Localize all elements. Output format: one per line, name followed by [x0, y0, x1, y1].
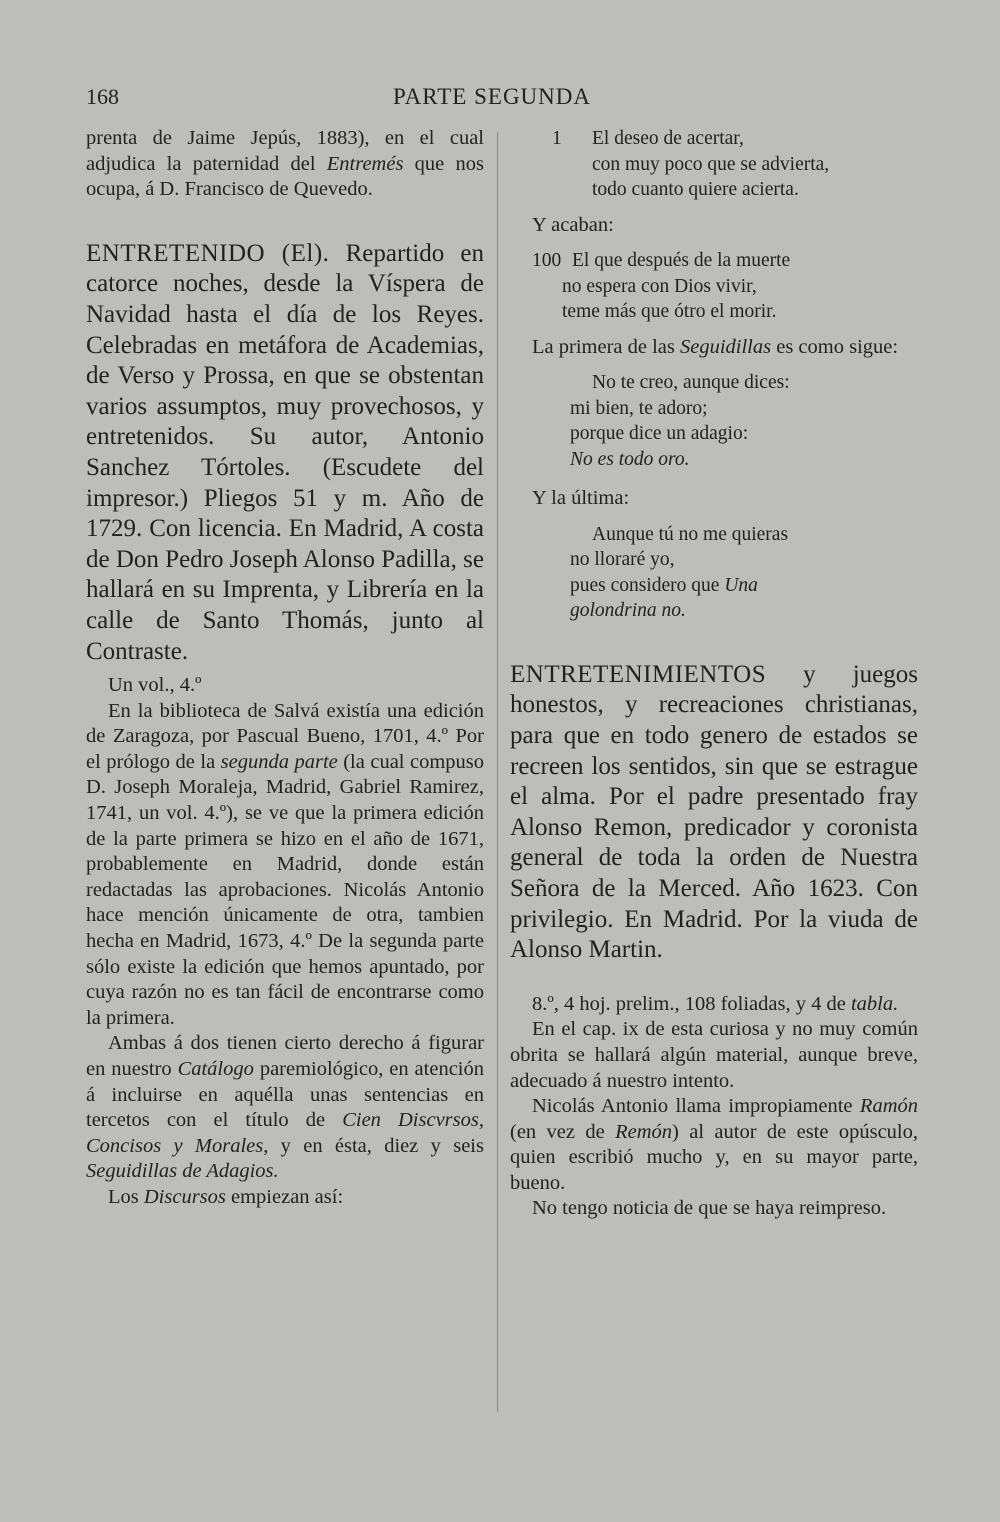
intro-italic: Entremés — [326, 152, 404, 175]
seguidilla-first — [570, 370, 918, 472]
page-number: 168 — [86, 84, 119, 109]
intro-text-2: que nos ocupa, á D. Francisco de Quevedo. — [86, 152, 484, 201]
note-paragraph-3 — [86, 1185, 484, 1211]
page-header — [86, 84, 986, 118]
note3-italic: Discursos — [143, 1185, 226, 1208]
entry-headword: ENTRETENIMIENTOS — [510, 660, 767, 688]
verse-line: no lloraré yo, — [570, 549, 675, 571]
running-head: PARTE SEGUNDA — [393, 84, 591, 109]
verse-discursos-last — [532, 248, 918, 325]
verse-line: pues considero que — [570, 574, 725, 596]
note3-text-b: empiezan así: — [225, 1185, 344, 1208]
note3-text-a: Los — [108, 1185, 144, 1208]
left-column — [86, 126, 484, 1211]
verse-number: 100 — [532, 250, 562, 272]
note2-text-b: paremiológico, en atención á incluirse en aquélla unas sentencias en tercetos con el título de — [86, 1058, 484, 1132]
ramon-italic-1: Ramón — [859, 1095, 918, 1118]
entry-entretenido — [86, 239, 484, 667]
seguidillas-intro — [510, 335, 918, 361]
note2-italic-1: Catálogo — [177, 1058, 254, 1080]
format-note — [510, 992, 918, 1018]
seguidilla-last — [570, 522, 918, 624]
note-paragraph-2 — [86, 1031, 484, 1185]
intro-paragraph — [86, 126, 484, 203]
verse-line: porque dice un adagio: — [570, 423, 749, 445]
verse-italic: Una — [724, 574, 758, 596]
ramon-text-a: Nicolás Antonio llama impropiamente — [532, 1095, 860, 1118]
ramon-italic-2: Remón — [615, 1120, 673, 1143]
note-paragraph-ramon — [510, 1094, 918, 1196]
verse-line: mi bien, te adoro; — [570, 397, 708, 419]
volume-note: Un vol., 4.º — [108, 674, 202, 697]
note1-italic: segunda parte — [220, 750, 338, 773]
verse-line: No es todo oro. — [570, 448, 690, 470]
note2-italic-2: Cien Discvrsos, Concisos y Morales — [86, 1109, 484, 1157]
verse-number: 1 — [552, 128, 562, 149]
format-italic: tabla. — [850, 992, 899, 1015]
y-la-ultima: Y la última: — [532, 487, 630, 510]
entry-body: Repartido en catorce noches, desde la Víspera de Navidad hasta el día de los Reyes. Celebradas en metáfora de Academias, de Verso y Prossa, en que se obstentan varios assumptos, muy provechosos, y entretenidos. Su autor, Antonio Sanchez Tórtoles. (Escudete del impresor.) Pliegos 51 y m. Año de 1729. Con licencia. En Madrid, A costa de Don Pedro Joseph Alonso Padilla, se hallará en su Imprenta, y Librería en la calle de Santo Thomás, junto al Contraste. — [86, 239, 484, 665]
verse-line: No te creo, aunque dices: — [592, 372, 790, 394]
note-paragraph-1 — [86, 699, 484, 1032]
verse-line: no espera con Dios vivir, — [562, 275, 757, 297]
note-paragraph-reprint: No tengo noticia de que se haya reimpreso. — [532, 1197, 887, 1220]
note2-text-a: Ambas á dos tienen cierto derecho á figurar en nuestro — [86, 1032, 484, 1080]
note2-text-c: , y en ésta, diez y seis — [263, 1134, 484, 1157]
seg-text-b: es como sigue: — [771, 335, 899, 358]
verse-line: teme más que ótro el morir. — [562, 301, 777, 323]
note1-text-b: (la cual compuso D. Joseph Moraleja, Madrid, Gabriel Ramirez, 1741, un vol. 4.º), se ve que la primera edición de la parte primera se hizo en el año de 1671, probablemente en Madrid, donde están redactadas las aprobaciones. Nicolás Antonio hace mención únicamente de otra, tambien hecha en Madrid, 1673, 4.º De la segunda parte sólo existe la edición que hemos apuntado, por cuya razón no es tan fácil de encontrarse como la primera. — [86, 750, 484, 1029]
note2-italic-3: Seguidillas de Adagios. — [86, 1160, 279, 1183]
verse-discursos-first — [552, 126, 918, 203]
right-column — [510, 126, 918, 1222]
intro-text-1: prenta de Jaime Jepús, 1883), en el cual adjudica la paternidad del — [86, 127, 484, 175]
ramon-text-b: (en vez de — [510, 1120, 616, 1143]
verse-line: El deseo de acertar, — [592, 128, 744, 149]
verse-line: todo cuanto quiere acierta. — [592, 179, 799, 200]
format-text: 8.º, 4 hoj. prelim., 108 foliadas, y 4 de — [532, 992, 851, 1015]
seg-text-a: La primera de las — [532, 335, 680, 358]
entry-headword: ENTRETENIDO (El). — [86, 239, 330, 267]
entry-body: y juegos honestos, y recreaciones christianas, para que en todo genero de estados se recreen los sentidos, sin que se estrague el alma. Por el padre presentado fray Alonso Remon, predicador y coronista general de toda la orden de Nuestra Señora de la Merced. Año 1623. Con privilegio. En Madrid. Por la viuda de Alonso Martin. — [510, 660, 918, 964]
entry-entretenimientos — [510, 660, 918, 966]
seg-italic: Seguidillas — [679, 335, 772, 358]
ramon-text-c: ) al autor de este opúsculo, quien escribió mucho y, en su mayor parte, bueno. — [510, 1120, 918, 1194]
note-paragraph-cap: En el cap. ix de esta curiosa y no muy común obrita se hallará algún material, aunque breve, adecuado á nuestro intento. — [510, 1018, 918, 1092]
verse-line: El que después de la muerte — [572, 250, 791, 272]
verse-line: Aunque tú no me quieras — [592, 523, 789, 545]
verse-line: golondrina no. — [570, 600, 686, 622]
column-rule — [497, 132, 498, 1412]
verse-line: con muy poco que se advierta, — [592, 153, 830, 175]
y-acaban: Y acaban: — [532, 213, 614, 236]
note1-text-a: En la biblioteca de Salvá existía una edición de Zaragoza, por Pascual Bueno, 1701, 4.º Por el prólogo de la — [86, 699, 484, 773]
